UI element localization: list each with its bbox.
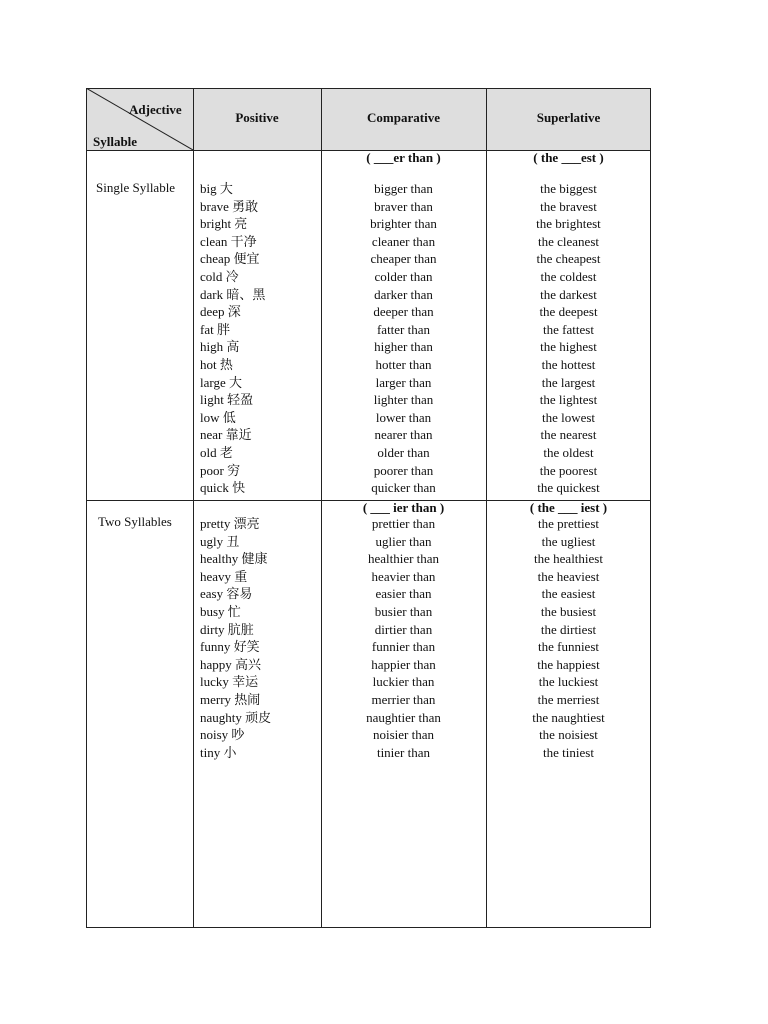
- header-corner-syllable: Syllable: [93, 134, 138, 149]
- comparative-form: brighter than: [370, 216, 437, 232]
- two-comparative-pattern: ( ___ ier than ): [362, 500, 445, 515]
- positive-word: fat 胖: [200, 321, 230, 337]
- positive-word: pretty 漂亮: [200, 516, 260, 531]
- positive-word: cold 冷: [200, 268, 239, 284]
- positive-word: heavy 重: [200, 568, 248, 584]
- superlative-form: the coldest: [540, 268, 597, 284]
- header-positive: Positive: [235, 110, 279, 125]
- two-comparative-list: [321, 515, 486, 761]
- table-border-bottom: [86, 927, 651, 928]
- superlative-form: the heaviest: [537, 568, 600, 584]
- superlative-form: the naughtiest: [532, 709, 605, 725]
- two-superlative-pattern: ( the ___ iest ): [529, 500, 608, 515]
- header-superlative: Superlative: [536, 110, 601, 125]
- superlative-form: the cleanest: [538, 233, 599, 249]
- superlative-form: the hottest: [541, 356, 596, 372]
- comparative-form: poorer than: [373, 462, 434, 478]
- positive-word: healthy 健康: [200, 551, 268, 567]
- comparative-form: naughtier than: [366, 709, 441, 725]
- comparative-form: deeper than: [373, 304, 434, 320]
- superlative-form: the dirtiest: [540, 621, 597, 637]
- superlative-form: the deepest: [539, 304, 598, 320]
- superlative-form: the fattest: [543, 321, 594, 337]
- comparative-form: nearer than: [374, 427, 433, 443]
- column-divider-1: [193, 88, 194, 928]
- comparative-form: hotter than: [375, 356, 432, 372]
- positive-word: old 老: [200, 444, 233, 460]
- comparative-form: easier than: [375, 586, 432, 602]
- superlative-form: the easiest: [541, 586, 596, 602]
- superlative-form: the biggest: [540, 181, 597, 196]
- positive-word: poor 穷: [200, 462, 241, 478]
- comparative-form: prettier than: [371, 516, 436, 531]
- table-border-top: [86, 88, 651, 89]
- comparative-form: bigger than: [374, 181, 433, 196]
- comparative-form: quicker than: [371, 480, 436, 496]
- positive-word: easy 容易: [200, 586, 253, 602]
- comparative-form: happier than: [371, 656, 436, 672]
- superlative-form: the merriest: [537, 691, 600, 707]
- comparative-form: tinier than: [376, 744, 431, 760]
- superlative-form: the darkest: [540, 286, 597, 302]
- single-positive-list: [200, 180, 265, 497]
- positive-word: naughty 顽皮: [200, 709, 272, 725]
- comparative-form: lighter than: [373, 392, 434, 408]
- comparative-form: uglier than: [375, 533, 432, 549]
- comparative-form: noisier than: [372, 727, 434, 743]
- comparative-form: higher than: [374, 339, 433, 355]
- superlative-form: the luckiest: [538, 674, 599, 690]
- positive-word: busy 忙: [200, 603, 241, 619]
- comparative-form: lower than: [375, 409, 432, 425]
- superlative-form: the happiest: [537, 656, 600, 672]
- superlative-form: the busiest: [540, 603, 597, 619]
- comparative-form: colder than: [374, 268, 433, 284]
- comparative-form: luckier than: [372, 674, 435, 690]
- comparative-form: cheaper than: [370, 251, 437, 267]
- comparative-form: healthier than: [367, 551, 440, 567]
- positive-word: large 大: [200, 374, 242, 390]
- superlative-form: the nearest: [540, 427, 597, 443]
- superlative-form: the noisiest: [539, 727, 598, 743]
- adjective-comparison-table: [86, 88, 651, 928]
- positive-word: dark 暗、黑: [200, 286, 266, 302]
- comparative-form: merrier than: [371, 691, 436, 707]
- table-border-left: [86, 88, 87, 928]
- single-comparative-list: [321, 180, 486, 497]
- superlative-form: the lightest: [539, 392, 598, 408]
- superlative-form: the prettiest: [537, 516, 599, 531]
- single-comparative-pattern: ( ___er than ): [366, 150, 441, 165]
- positive-word: lucky 幸运: [200, 674, 259, 690]
- superlative-form: the ugliest: [541, 533, 596, 549]
- comparative-form: larger than: [375, 374, 432, 390]
- positive-word: brave 勇敢: [200, 198, 259, 214]
- positive-word: hot 热: [200, 356, 233, 372]
- header-corner-adjective: Adjective: [129, 102, 182, 117]
- comparative-form: cleaner than: [371, 233, 436, 249]
- positive-word: low 低: [200, 409, 236, 425]
- positive-word: ugly 丑: [200, 533, 240, 549]
- positive-word: merry 热闹: [200, 691, 261, 707]
- superlative-form: the tiniest: [543, 744, 594, 760]
- positive-word: near 靠近: [200, 427, 252, 443]
- comparative-form: fatter than: [376, 321, 431, 337]
- comparative-form: older than: [377, 444, 430, 460]
- two-superlative-list: [486, 515, 651, 761]
- comparative-form: darker than: [374, 286, 433, 302]
- positive-word: clean 干净: [200, 233, 257, 249]
- positive-word: bright 亮: [200, 216, 248, 232]
- positive-word: tiny 小: [200, 744, 237, 760]
- superlative-form: the quickest: [537, 480, 600, 496]
- single-superlative-list: [486, 180, 651, 497]
- comparative-form: dirtier than: [374, 621, 433, 637]
- two-syllables-label: Two Syllables: [98, 514, 172, 529]
- positive-word: deep 深: [200, 304, 241, 320]
- positive-word: quick 快: [200, 480, 246, 496]
- positive-word: noisy 吵: [200, 727, 245, 743]
- superlative-form: the highest: [540, 339, 597, 355]
- comparative-form: braver than: [374, 198, 433, 214]
- positive-word: big 大: [200, 181, 233, 196]
- comparative-form: busier than: [374, 603, 433, 619]
- positive-word: happy 高兴: [200, 656, 262, 672]
- superlative-form: the healthiest: [534, 551, 603, 567]
- positive-word: light 轻盈: [200, 392, 254, 408]
- superlative-form: the funniest: [537, 639, 599, 655]
- superlative-form: the largest: [541, 374, 596, 390]
- single-superlative-pattern: ( the ___est ): [533, 150, 604, 165]
- superlative-form: the cheapest: [536, 251, 601, 267]
- superlative-form: the poorest: [539, 462, 598, 478]
- superlative-form: the lowest: [541, 409, 596, 425]
- superlative-form: the brightest: [536, 216, 601, 232]
- superlative-form: the bravest: [540, 198, 597, 214]
- single-syllable-label: Single Syllable: [96, 180, 176, 195]
- superlative-form: the oldest: [543, 444, 594, 460]
- two-positive-list: [200, 515, 271, 761]
- positive-word: funny 好笑: [200, 639, 260, 655]
- positive-word: dirty 肮脏: [200, 621, 254, 637]
- positive-word: cheap 便宜: [200, 251, 260, 267]
- comparative-form: heavier than: [371, 568, 436, 584]
- header-comparative: Comparative: [367, 110, 440, 125]
- comparative-form: funnier than: [371, 639, 436, 655]
- positive-word: high 高: [200, 339, 240, 355]
